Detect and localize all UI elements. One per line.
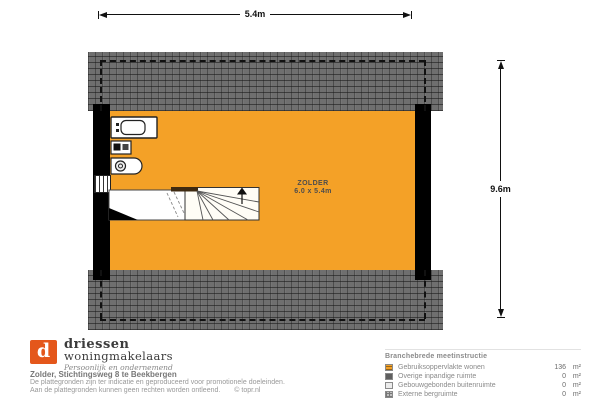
legend-label: Overige inpandige ruimte bbox=[398, 373, 477, 380]
headroom-dashed-line bbox=[100, 319, 425, 321]
arrow-down-icon bbox=[498, 309, 504, 317]
arrow-right-icon bbox=[403, 12, 411, 18]
brand-text bbox=[64, 339, 173, 372]
room-size: 6.0 x 5.4m bbox=[294, 188, 332, 195]
stair-nosing bbox=[171, 187, 198, 192]
dimension-line bbox=[270, 14, 403, 15]
legend-swatch-wonen bbox=[385, 364, 393, 371]
headroom-dashed-line bbox=[100, 60, 425, 62]
legend-value: 0 bbox=[562, 391, 566, 398]
arrow-left-icon bbox=[99, 12, 107, 18]
dimension-tick bbox=[411, 11, 412, 19]
legend-row bbox=[385, 390, 581, 399]
plan-address: Zolder, Stichtingsweg 8 te Beekbergen bbox=[30, 370, 177, 379]
room-label bbox=[255, 180, 371, 196]
driessen-logo-icon: d bbox=[30, 340, 57, 364]
disclaimer-text: Aan de plattegronden kunnen geen rechten worden ontleend. bbox=[30, 387, 221, 394]
legend-unit: m² bbox=[572, 382, 581, 389]
roof-hatch-bottom bbox=[88, 270, 443, 330]
bathroom-fixtures bbox=[110, 114, 162, 176]
disclaimer-line1: De plattegronden zijn ter indicatie en geproduceerd voor promotionele doeleinden. bbox=[30, 379, 285, 386]
dimension-line-width bbox=[98, 9, 412, 20]
legend-swatch-inpandig bbox=[385, 373, 393, 380]
dimension-line-height bbox=[490, 60, 511, 318]
legend-value: 0 bbox=[562, 382, 566, 389]
sink-icon bbox=[111, 117, 157, 138]
legend-row bbox=[385, 372, 581, 381]
headroom-dashed-line bbox=[424, 60, 426, 111]
legend-title: Branchebrede meetinstructie bbox=[385, 353, 488, 360]
credit-text: © topr.nl bbox=[234, 387, 261, 394]
room-name: ZOLDER bbox=[297, 180, 329, 187]
brand-name: driessen bbox=[64, 337, 130, 352]
disclaimer-line2 bbox=[30, 387, 360, 395]
brand-tagline: Persoonlijk en ondernemend bbox=[64, 363, 173, 372]
measurement-legend bbox=[385, 349, 581, 399]
dimension-tick bbox=[497, 317, 505, 318]
legend-unit: m² bbox=[572, 364, 581, 371]
legend-row bbox=[385, 363, 581, 372]
address-block bbox=[30, 370, 360, 395]
width-dimension-label: 5.4m bbox=[240, 9, 271, 20]
legend-unit: m² bbox=[572, 373, 581, 380]
dimension-line bbox=[107, 14, 240, 15]
legend-unit: m² bbox=[572, 391, 581, 398]
cabinet-icon bbox=[111, 141, 131, 154]
brand-subtitle: woningmakelaars bbox=[64, 349, 173, 363]
legend-label: Gebruiksoppervlakte wonen bbox=[398, 364, 485, 371]
legend-row bbox=[385, 381, 581, 390]
headroom-dashed-line bbox=[100, 270, 102, 319]
headroom-dashed-line bbox=[100, 60, 102, 111]
toilet-icon bbox=[111, 158, 142, 174]
legend-swatch-bergruimte bbox=[385, 391, 393, 398]
height-dimension-label: 9.6m bbox=[489, 181, 512, 197]
staircase bbox=[108, 187, 260, 222]
legend-swatch-buitenruimte bbox=[385, 382, 393, 389]
headroom-dashed-line bbox=[424, 270, 426, 319]
legend-value: 136 bbox=[554, 364, 566, 371]
legend-label: Gebouwgebonden buitenruimte bbox=[398, 382, 496, 389]
arrow-up-icon bbox=[498, 61, 504, 69]
wall-right bbox=[415, 104, 431, 280]
legend-value: 0 bbox=[562, 373, 566, 380]
legend-label: Externe bergruimte bbox=[398, 391, 458, 398]
